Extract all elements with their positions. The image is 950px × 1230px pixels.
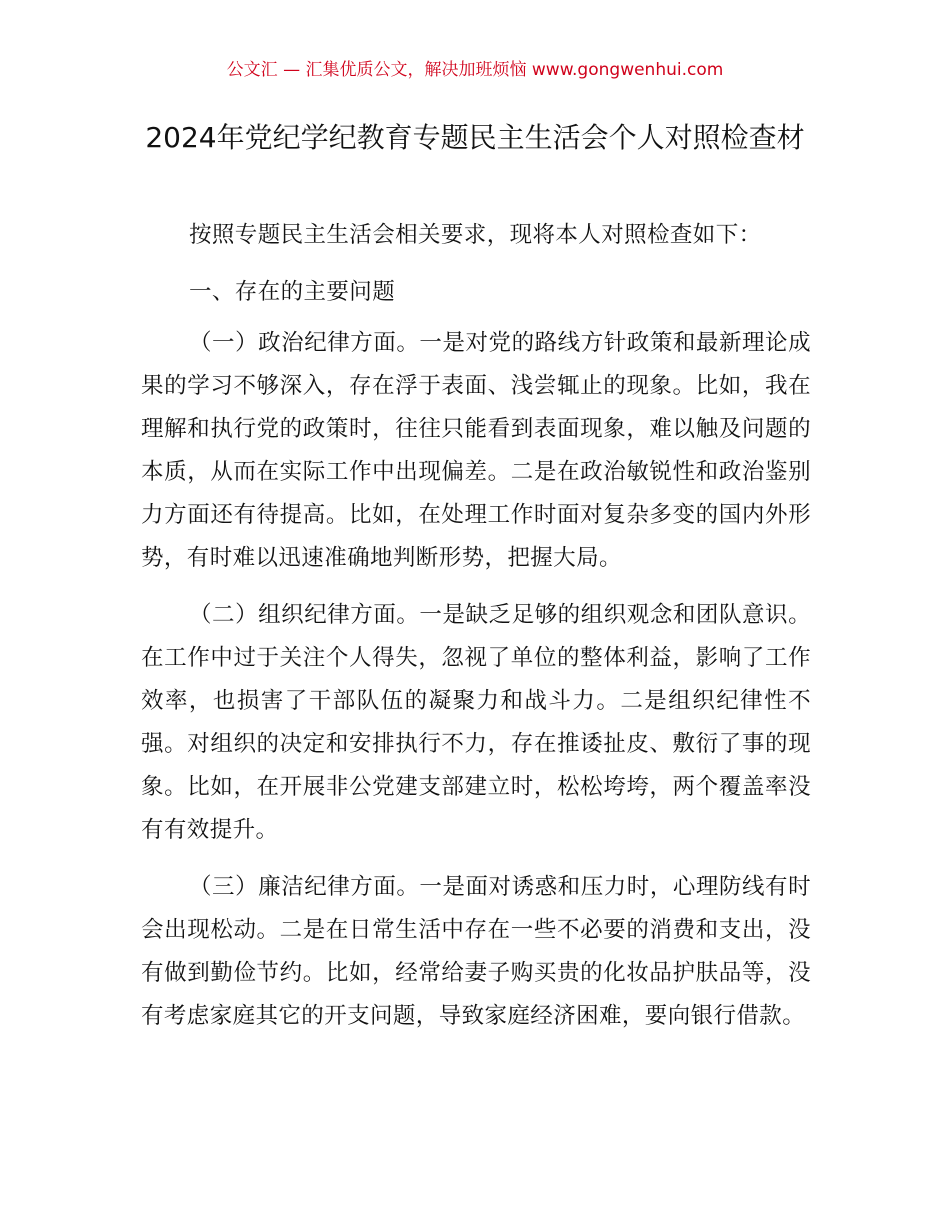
intro-paragraph: 按照专题民主生活会相关要求，现将本人对照检查如下： [189,222,762,248]
paragraph-organizational-discipline: （二）组织纪律方面。一是缺乏足够的组织观念和团队意识。在工作中过于关注个人得失，忽视了单位的整体利益，影响了工作效率，也损害了干部队伍的凝聚力和战斗力。二是组织纪律性不强。对组织的决定和安排执行不力，存在推诿扯皮、敷衍了事的现象。比如，在开展非公党建支部建立时，松松垮垮，两个覆盖率没有有效提升。 [141,602,811,843]
site-header-banner: 公文汇 — 汇集优质公文，解决加班烦恼 www.gongwenhui.com [226,60,724,80]
paragraph-political-discipline: （一）政治纪律方面。一是对党的路线方针政策和最新理论成果的学习不够深入，存在浮于表面、浅尝辄止的现象。比如，我在理解和执行党的政策时，往往只能看到表面现象，难以触及问题的本质，从而在实际工作中出现偏差。二是在政治敏锐性和政治鉴别力方面还有待提高。比如，在处理工作时面对复杂多变的国内外形势，有时难以迅速准确地判断形势，把握大局。 [141,330,811,571]
document-body [141,214,811,1052]
document-title: 2024年党纪学纪教育专题民主生活会个人对照检查材 [145,121,805,154]
paragraph-integrity-discipline: （三）廉洁纪律方面。一是面对诱惑和压力时，心理防线有时会出现松动。二是在日常生活中存在一些不必要的消费和支出，没有做到勤俭节约。比如，经常给妻子购买贵的化妆品护肤品等，没有考虑家庭其它的开支问题，导致家庭经济困难，要向银行借款。 [141,874,811,1029]
section-heading: 一、存在的主要问题 [189,279,396,305]
